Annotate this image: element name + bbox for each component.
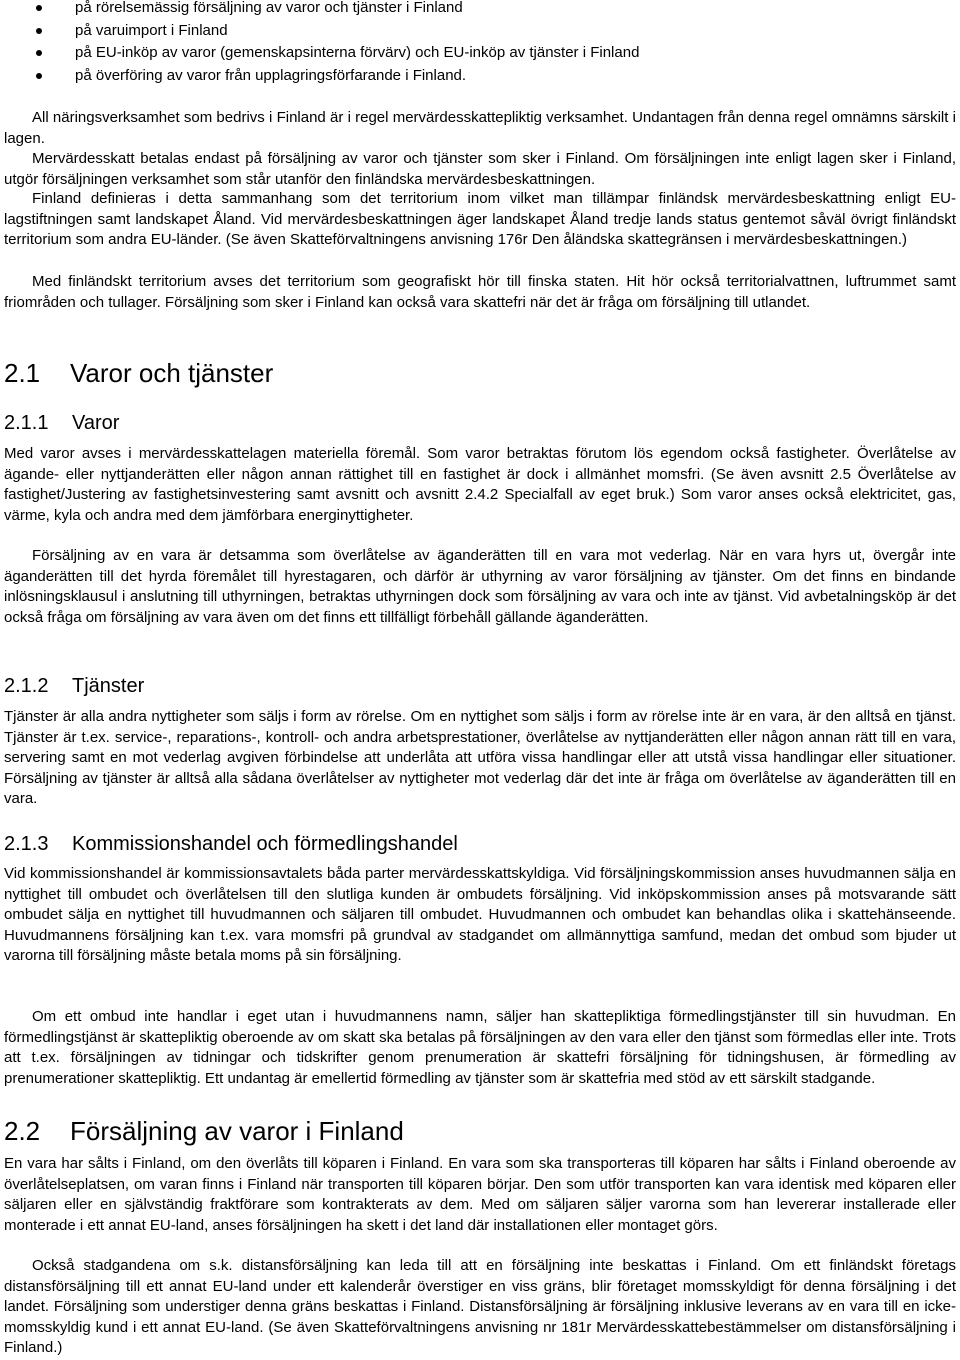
section-heading (4, 1116, 404, 1146)
section-title: Tjänster (72, 675, 145, 697)
list-item-text: på EU-inköp av varor (gemenskapsinterna förvärv) och EU-inköp av tjänster i Finland (75, 44, 640, 61)
section-title: Kommissionshandel och förmedlingshandel (72, 833, 458, 855)
bullet-list (0, 0, 960, 88)
bullet-icon (36, 5, 42, 11)
paragraph: All näringsverksamhet som bedrivs i Finland är i regel mervärdesskattepliktig verksamhet. Undantagen från denna regel omnämns särskilt i lagen. (4, 109, 956, 147)
paragraph: Också stadgandena om s.k. distansförsäljning kan leda till att en försäljning inte beskattas i Finland. Om ett finländskt företags distansförsäljning till ett annat EU-land under ett kalenderår överstiger en viss gräns, blir företaget momsskyldigt för denna försäljning i det landet. Försäljning som understiger denna gräns beskattas i Finland. Distansförsäljning är försäljning inklusive leverans av en vara till en icke-momsskyldig kund i ett annat EU-land. (Se även Skatteförvaltningens anvisning nr 181r Mervärdesskattebestämmelser om distansförsäljning i Finland.) (4, 1257, 956, 1356)
paragraph: Försäljning av en vara är detsamma som överlåtelse av äganderätten till en vara mot vederlag. När en vara hyrs ut, övergår inte äganderätten till det hyrda föremålet till hyrestagaren, och därför är uthyrning av varor försäljning av tjänster. Om det finns en bindande inlösningsklausul i anslutning till uthyrningen, betraktas uthyrningen dock som försäljning av vara och inte av tjänst. Vid avbetalningsköp är det också fråga om försäljning av vara även om det finns ett tillfälligt förbehåll gällande äganderätten. (4, 547, 956, 626)
paragraph: Finland definieras i detta sammanhang som det territorium inom vilket man tillämpar finländsk mervärdesbeskattning enligt EU-lagstiftningen samt landskapet Åland. Vid mervärdesbeskattningen äger landskapet Åland tredje lands status gentemot såväl övrigt finländskt territorium som andra EU-länder. (Se även Skatteförvaltningens anvisning 176r Den åländska skattegränsen i mervärdesbeskattningen.) (4, 190, 956, 248)
list-item (0, 21, 960, 44)
subsection-heading (4, 411, 119, 435)
paragraph: Mervärdesskatt betalas endast på försäljning av varor och tjänster som sker i Finland. Om försäljningen inte enligt lagen sker i Finland, utgör försäljningen verksamhet som står utanför den finländska mervärdesbeskattningen. (4, 150, 956, 188)
section-number: 2.1.3 (4, 833, 49, 855)
subsection-heading (4, 674, 144, 698)
paragraph: Med finländskt territorium avses det territorium som geografiskt hör till finska staten. Hit hör också territorialvattnen, luftrummet samt friområden och tullager. Försäljning som sker i Finland kan också vara skattefri när det är fråga om försäljning till utlandet. (4, 273, 956, 311)
list-item-text: på överföring av varor från upplagringsförfarande i Finland. (75, 66, 467, 84)
paragraph: Vid kommissionshandel är kommissionsavtalets båda parter mervärdesskattskyldiga. Vid försäljningskommission anses huvudmannen sälja en nyttighet till ombudet och överlåtelsen till den slutliga kunden är ombudets försäljning. Vid inköpskommission anses på motsvarande sätt ombudet sälja en nyttighet till huvudmannen och säljaren till ombudet. Huvudmannen och ombudet kan behandlas olika i skattehänseende. Huvudmannens försäljning kan t.ex. vara momsfri på grundval av stadgandet om allmännyttiga samfund, medan det ombud som bjuder ut varorna till försäljning måste betala moms på sin försäljning. (4, 865, 956, 964)
section-heading (4, 358, 273, 388)
section-number: 2.2 (4, 1116, 41, 1146)
paragraph: Tjänster är alla andra nyttigheter som säljs i form av rörelse. Om en nyttighet som säljs i form av rörelse inte är en vara, är den alltså en tjänst. Tjänster är t.ex. service-, reparations-, kontroll- och andra arbetsprestationer, överlåtelse av nyttjanderätten eller någon annan rätt till en vara, servering samt en mot vederlag avgiven förbindelse att underlåta att utföra vissa handlingar eller att utstå vissa handlingar eller situationer. Försäljning av tjänster är alltså alla sådana överlåtelser av nyttigheter mot vederlag där det inte är fråga om överlåtelse av äganderätten till en vara. (4, 708, 956, 807)
paragraph: Om ett ombud inte handlar i eget utan i huvudmannens namn, säljer han skattepliktiga förmedlingstjänster till sin huvudman. En förmedlingstjänst är skattepliktig oberoende av om skatt ska betalas på försäljningen av den vara eller den tjänst som förmedlas eller inte. Trots att t.ex. försäljningen av tidningar och tidskrifter genom prenumeration är skattefri försäljning för tidningshusen, är förmedling av prenumerationer skattepliktig. Ett undantag är emellertid förmedling av tjänster som är skattefria med stöd av ett särskilt stadgande. (4, 1008, 956, 1087)
section-title: Försäljning av varor i Finland (70, 1116, 404, 1146)
bullet-icon (36, 73, 42, 79)
section-title: Varor (72, 412, 120, 434)
paragraph: Med varor avses i mervärdesskattelagen materiella föremål. Som varor betraktas förutom lös egendom också fastigheter. Överlåtelse av ägande- eller nyttjanderätten eller någon annan rättighet till en fastighet är dock i allmänhet momsfri. (Se även avsnitt 2.5 Överlåtelse av fastighet/Justering av fastighetsinvestering samt avsnitt och avsnitt 2.4.2 Specialfall av eget bruk.) Som varor anses också elektricitet, gas, värme, kyla och andra med dem jämförbara energinyttigheter. (4, 445, 956, 524)
bullet-icon (36, 28, 42, 34)
paragraph: En vara har sålts i Finland, om den överlåts till köparen i Finland. En vara som ska transporteras till köparen har sålts i Finland oberoende av överlåtelseplatsen, om varan finns i Finland när transporten till köparen börjar. Den som utför transporten kan vara identisk med köparen eller säljaren eller en självständig fraktförare som kontrakterats av dem. Med om säljaren säljer varorna som han levererar installerade eller monterade i ett annat EU-land, anses försäljningen ha skett i det land där installationen eller montaget görs. (4, 1155, 956, 1234)
bullet-icon (36, 50, 42, 56)
list-item (0, 0, 960, 21)
section-number: 2.1.2 (4, 675, 49, 697)
section-number: 2.1.1 (4, 412, 49, 434)
section-number: 2.1 (4, 358, 41, 388)
list-item (0, 43, 960, 66)
subsection-heading (4, 832, 458, 856)
list-item (0, 66, 960, 89)
list-item-text: på rörelsemässig försäljning av varor och tjänster i Finland (75, 0, 463, 16)
list-item-text: på varuimport i Finland (75, 21, 228, 39)
section-title: Varor och tjänster (70, 358, 274, 388)
